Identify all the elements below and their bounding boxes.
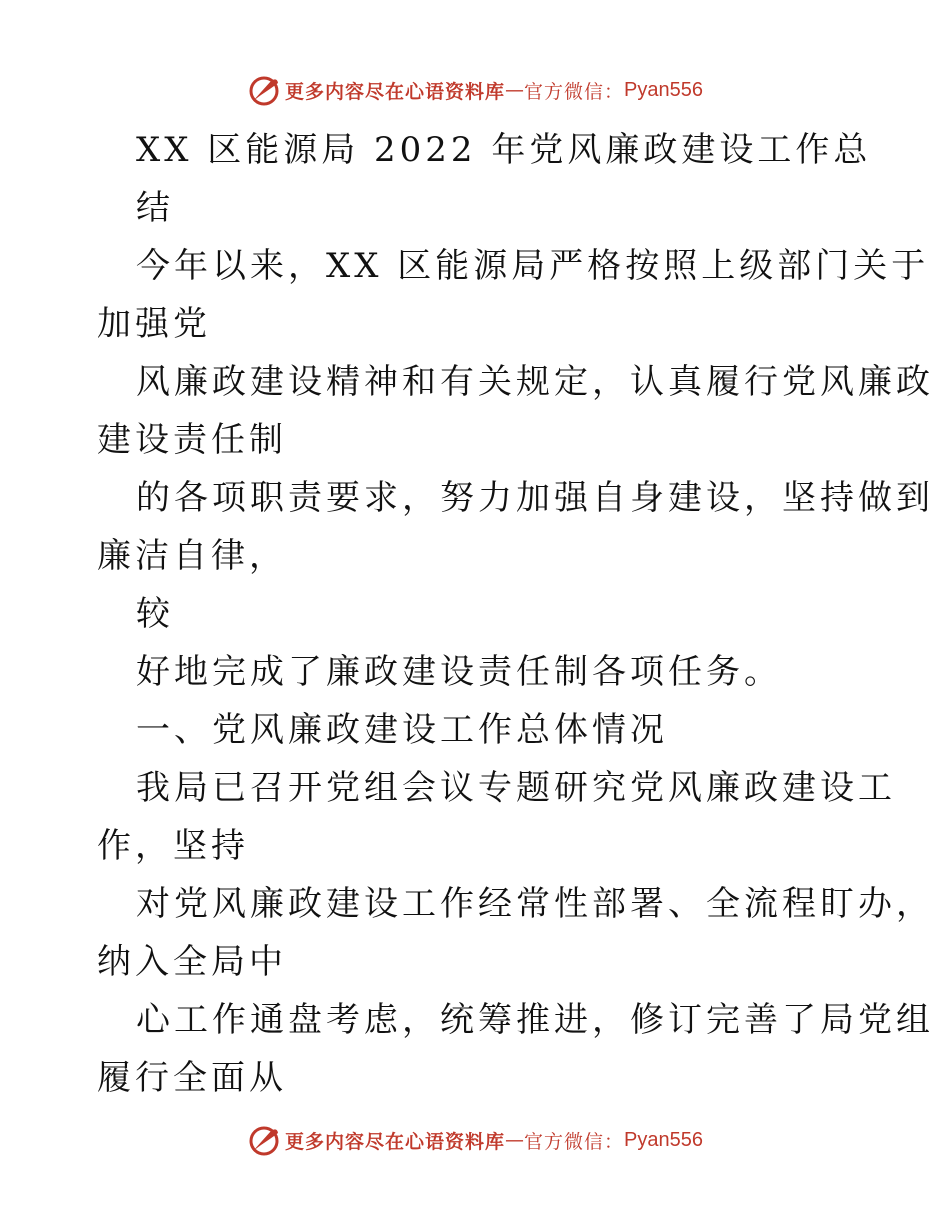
banner-side-text: 官方微信：: [524, 1130, 625, 1153]
section-heading: 一、党风廉政建设工作总体情况: [136, 710, 668, 750]
doc-title-line-1: XX 区能源局 2022 年党风廉政建设工作总: [136, 130, 872, 170]
header-watermark-banner: [0, 70, 950, 110]
doc-line: 风廉政建设精神和有关规定，认真履行党风廉政: [136, 362, 934, 402]
doc-line: 建设责任制: [97, 420, 287, 460]
doc-line: 我局已召开党组会议专题研究党风廉政建设工: [136, 768, 896, 808]
banner-side-text: 官方微信：: [524, 80, 625, 103]
doc-line: 纳入全局中: [97, 942, 287, 982]
doc-line: 加强党: [97, 304, 211, 344]
footer-watermark-banner: [0, 1120, 950, 1160]
banner-wechat-id: Pyan556: [624, 1128, 703, 1151]
banner-main-text: 更多内容尽在心语资料库: [285, 80, 506, 103]
doc-line: 今年以来，XX 区能源局严格按照上级部门关于: [136, 246, 930, 286]
doc-line: 较: [136, 594, 174, 634]
doc-line: 履行全面从: [97, 1058, 287, 1098]
feather-logo-icon: [247, 1123, 281, 1157]
doc-line: 的各项职责要求，努力加强自身建设，坚持做到: [136, 478, 934, 518]
banner-main-text: 更多内容尽在心语资料库: [285, 1130, 506, 1153]
doc-line: 好地完成了廉政建设责任制各项任务。: [136, 652, 782, 692]
banner-wechat-id: Pyan556: [624, 78, 703, 101]
doc-line: 作，坚持: [97, 826, 249, 866]
doc-title-line-2: 结: [136, 188, 174, 228]
feather-logo-icon: [247, 73, 281, 107]
banner-dash: —: [505, 1129, 525, 1151]
doc-line: 廉洁自律，: [97, 536, 287, 576]
doc-line: 对党风廉政建设工作经常性部署、全流程盯办，: [136, 884, 934, 924]
banner-dash: —: [505, 79, 525, 101]
doc-line: 心工作通盘考虑，统筹推进，修订完善了局党组: [136, 1000, 934, 1040]
